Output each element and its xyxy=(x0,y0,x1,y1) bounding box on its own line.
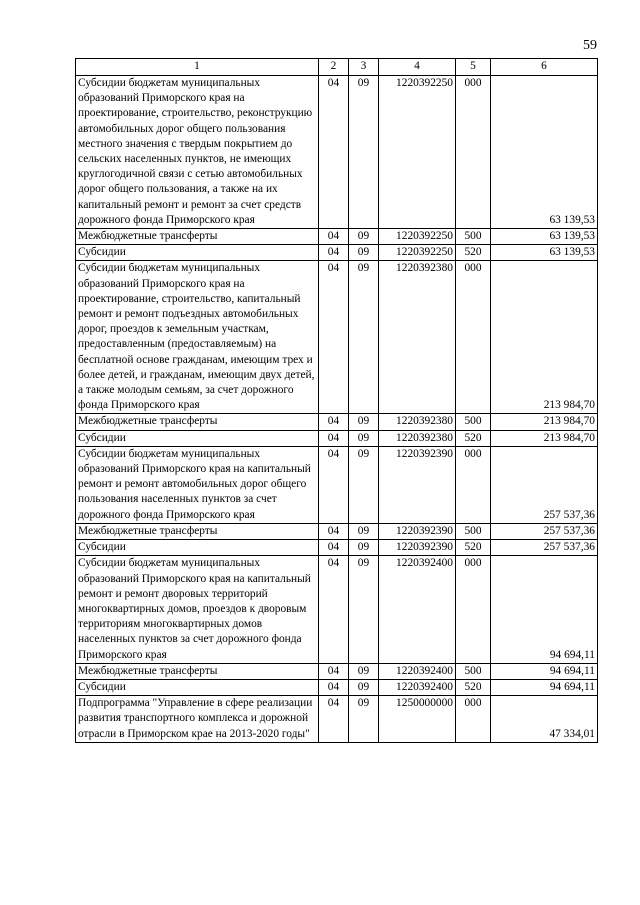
row-amount-cell: 257 537,36 xyxy=(491,446,598,523)
row-expense-type-cell: 000 xyxy=(456,261,491,414)
row-amount-cell: 94 694,11 xyxy=(491,663,598,679)
row-amount-cell: 63 139,53 xyxy=(491,229,598,245)
table-header-row xyxy=(76,59,598,76)
header-col-5: 5 xyxy=(456,59,491,76)
row-section-cell: 04 xyxy=(319,229,349,245)
row-name-cell: Подпрограмма "Управление в сфере реализации развития транспортного комплекса и дорожной отрасли в Приморском крае на 2013-2020 годы" xyxy=(76,696,319,743)
row-expense-type-cell: 520 xyxy=(456,540,491,556)
row-section-cell: 04 xyxy=(319,261,349,414)
row-subsection-cell: 09 xyxy=(349,245,379,261)
row-section-cell: 04 xyxy=(319,696,349,743)
row-subsection-cell: 09 xyxy=(349,414,379,430)
row-name-cell: Межбюджетные трансферты xyxy=(76,523,319,539)
row-subsection-cell: 09 xyxy=(349,229,379,245)
row-name-cell: Межбюджетные трансферты xyxy=(76,229,319,245)
table-row xyxy=(76,229,598,245)
row-expense-type-cell: 520 xyxy=(456,679,491,695)
row-expense-type-cell: 520 xyxy=(456,430,491,446)
row-subsection-cell: 09 xyxy=(349,261,379,414)
table-row xyxy=(76,446,598,523)
row-name-cell: Субсидии бюджетам муниципальных образований Приморского края на проектирование, строительство, реконструкцию автомобильных дорог общего пользования местного значения с твердым покрытием до сельских населенных пунктов, не имеющих круглогодичной связи с сетью автомобильных дорог общего пользования, а также на их капитальный ремонт и ремонт за счет средств дорожного фонда Приморского края xyxy=(76,76,319,229)
row-name-cell: Субсидии xyxy=(76,679,319,695)
row-subsection-cell: 09 xyxy=(349,430,379,446)
row-target-article-cell: 1220392400 xyxy=(379,679,456,695)
table-row xyxy=(76,663,598,679)
row-section-cell: 04 xyxy=(319,414,349,430)
row-target-article-cell: 1220392250 xyxy=(379,76,456,229)
table-row xyxy=(76,696,598,743)
budget-table xyxy=(75,58,598,743)
table-row xyxy=(76,540,598,556)
row-target-article-cell: 1220392390 xyxy=(379,523,456,539)
row-target-article-cell: 1220392380 xyxy=(379,414,456,430)
row-name-cell: Межбюджетные трансферты xyxy=(76,414,319,430)
header-col-3: 3 xyxy=(349,59,379,76)
row-target-article-cell: 1220392400 xyxy=(379,556,456,663)
row-target-article-cell: 1220392390 xyxy=(379,540,456,556)
row-name-cell: Субсидии бюджетам муниципальных образований Приморского края на капитальный ремонт и ремонт автомобильных дорог общего пользования населенных пунктов за счет дорожного фонда Приморского края xyxy=(76,446,319,523)
row-section-cell: 04 xyxy=(319,556,349,663)
row-target-article-cell: 1220392380 xyxy=(379,430,456,446)
row-amount-cell: 47 334,01 xyxy=(491,696,598,743)
row-section-cell: 04 xyxy=(319,76,349,229)
row-amount-cell: 213 984,70 xyxy=(491,261,598,414)
row-expense-type-cell: 500 xyxy=(456,229,491,245)
row-amount-cell: 257 537,36 xyxy=(491,540,598,556)
header-col-4: 4 xyxy=(379,59,456,76)
row-target-article-cell: 1220392250 xyxy=(379,245,456,261)
table-row xyxy=(76,414,598,430)
row-amount-cell: 213 984,70 xyxy=(491,414,598,430)
row-expense-type-cell: 000 xyxy=(456,76,491,229)
row-subsection-cell: 09 xyxy=(349,679,379,695)
row-subsection-cell: 09 xyxy=(349,76,379,229)
table-row xyxy=(76,523,598,539)
row-section-cell: 04 xyxy=(319,430,349,446)
row-expense-type-cell: 500 xyxy=(456,523,491,539)
row-subsection-cell: 09 xyxy=(349,696,379,743)
row-name-cell: Субсидии xyxy=(76,540,319,556)
table-row xyxy=(76,245,598,261)
row-name-cell: Субсидии xyxy=(76,245,319,261)
row-target-article-cell: 1220392380 xyxy=(379,261,456,414)
row-subsection-cell: 09 xyxy=(349,556,379,663)
row-amount-cell: 63 139,53 xyxy=(491,245,598,261)
row-expense-type-cell: 520 xyxy=(456,245,491,261)
row-subsection-cell: 09 xyxy=(349,540,379,556)
row-amount-cell: 213 984,70 xyxy=(491,430,598,446)
row-expense-type-cell: 000 xyxy=(456,696,491,743)
row-amount-cell: 94 694,11 xyxy=(491,679,598,695)
row-section-cell: 04 xyxy=(319,540,349,556)
row-section-cell: 04 xyxy=(319,245,349,261)
row-amount-cell: 257 537,36 xyxy=(491,523,598,539)
row-subsection-cell: 09 xyxy=(349,663,379,679)
row-target-article-cell: 1220392390 xyxy=(379,446,456,523)
row-name-cell: Межбюджетные трансферты xyxy=(76,663,319,679)
row-subsection-cell: 09 xyxy=(349,523,379,539)
table-row xyxy=(76,261,598,414)
row-subsection-cell: 09 xyxy=(349,446,379,523)
row-target-article-cell: 1220392400 xyxy=(379,663,456,679)
page-number: 59 xyxy=(583,38,597,53)
table-row xyxy=(76,76,598,229)
row-expense-type-cell: 000 xyxy=(456,556,491,663)
row-amount-cell: 94 694,11 xyxy=(491,556,598,663)
row-expense-type-cell: 500 xyxy=(456,663,491,679)
table-row xyxy=(76,430,598,446)
row-expense-type-cell: 000 xyxy=(456,446,491,523)
row-target-article-cell: 1220392250 xyxy=(379,229,456,245)
header-col-1: 1 xyxy=(76,59,319,76)
row-target-article-cell: 1250000000 xyxy=(379,696,456,743)
row-name-cell: Субсидии бюджетам муниципальных образований Приморского края на капитальный ремонт и ремонт дворовых территорий многоквартирных домов, проездов к дворовым территориям многоквартирных домов населенных пунктов за счет дорожного фонда Приморского края xyxy=(76,556,319,663)
table-row xyxy=(76,556,598,663)
table-row xyxy=(76,679,598,695)
row-section-cell: 04 xyxy=(319,679,349,695)
row-name-cell: Субсидии бюджетам муниципальных образований Приморского края на проектирование, строительство, капитальный ремонт и ремонт подъездных автомобильных дорог, проездов к земельным участкам, предоставленным (предоставляемым) на бесплатной основе гражданам, имеющим трех и более детей, и гражданам, имеющим двух детей, а также молодым семьям, за счет дорожного фонда Приморского края xyxy=(76,261,319,414)
row-amount-cell: 63 139,53 xyxy=(491,76,598,229)
header-col-2: 2 xyxy=(319,59,349,76)
header-col-6: 6 xyxy=(491,59,598,76)
row-section-cell: 04 xyxy=(319,446,349,523)
row-name-cell: Субсидии xyxy=(76,430,319,446)
row-section-cell: 04 xyxy=(319,663,349,679)
row-expense-type-cell: 500 xyxy=(456,414,491,430)
row-section-cell: 04 xyxy=(319,523,349,539)
